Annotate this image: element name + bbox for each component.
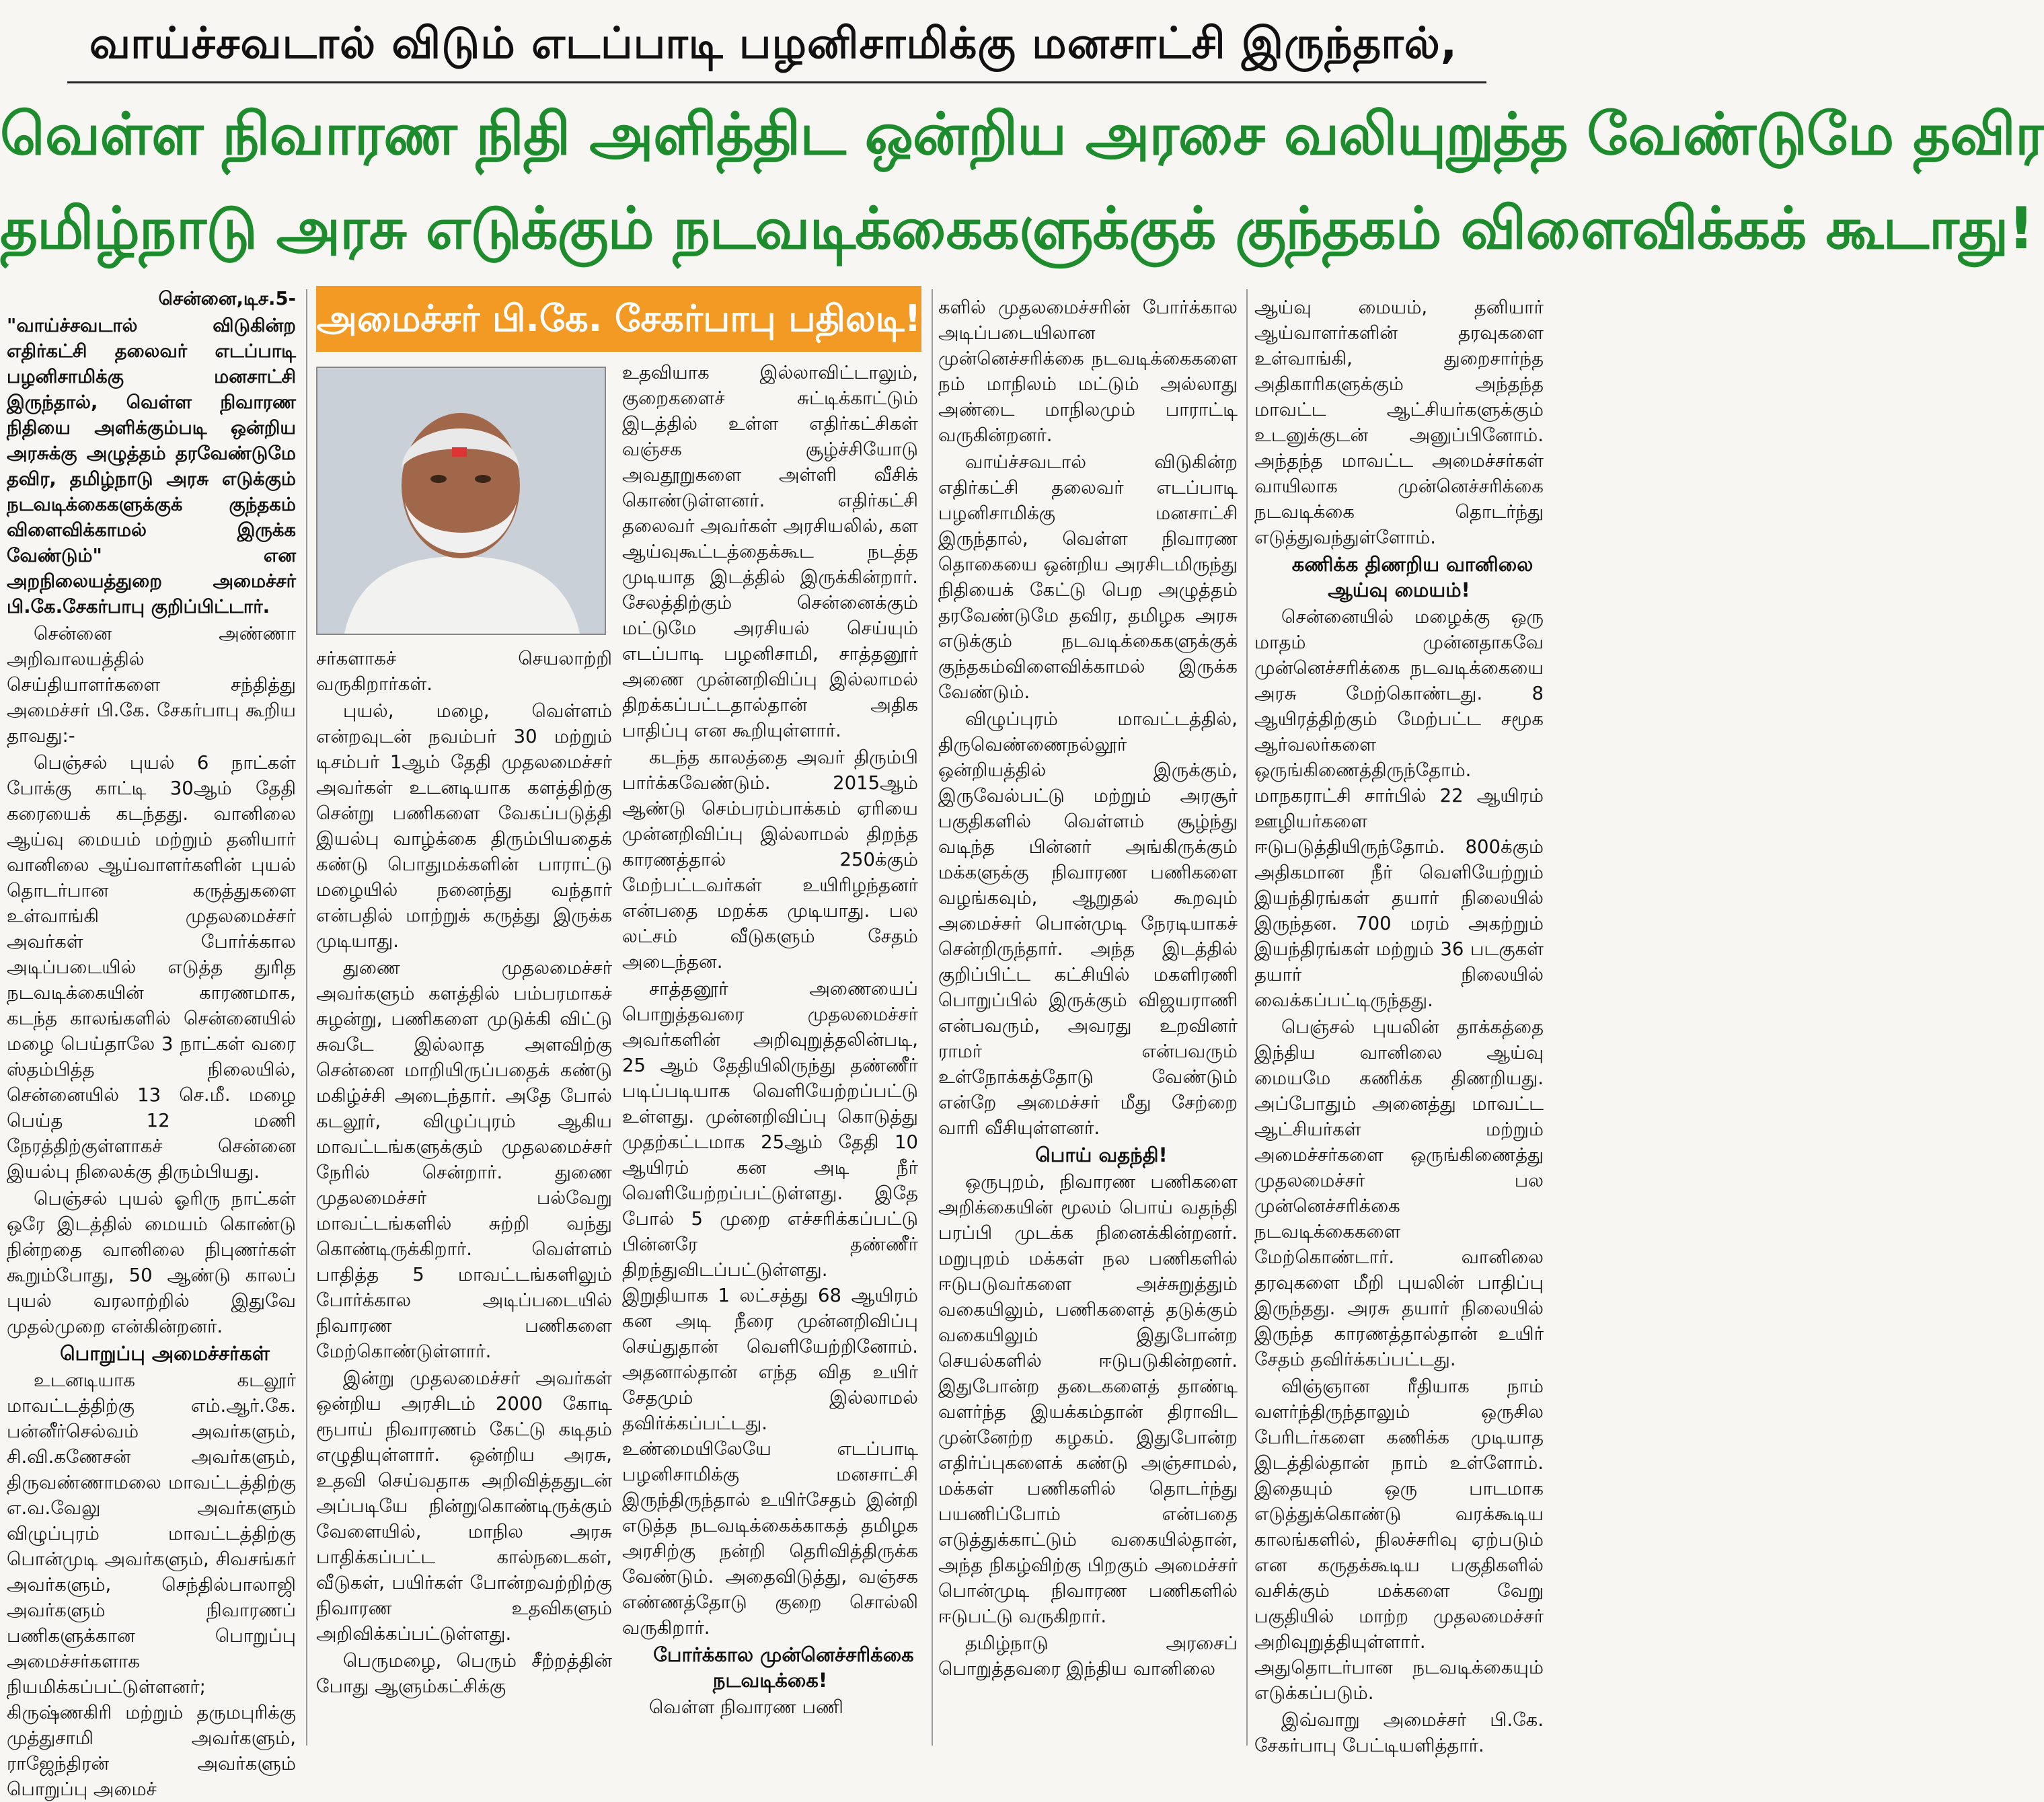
paragraph: விழுப்புரம் மாவட்டத்தில், திருவெண்ணைநல்லூர் ஒன்றியத்தில் இருக்கும், இருவேல்பட்டு மற்றும் அரசூர் பகுதிகளில் வெள்ளம் சூழ்ந்து வடிந்த பின்னர் அங்கிருக்கும் மக்களுக்கு நிவாரண பணிகளை வழங்கவும், ஆறுதல் கூறவும் அமைச்சர் பொன்முடி நேரடியாகச் சென்றிருந்தார். அந்த இடத்தில் குறிப்பிட்ட கட்சியில் மகளிரணி பொறுப்பில் இருக்கும் விஜயராணி என்பவரும், அவரது உறவினர் ராமர் என்பவரும் உள்நோக்கத்தோடு வேண்டும் என்றே அமைச்சர் மீது சேற்றை வாரி வீசியுள்ளனர். bbox=[938, 708, 1238, 1139]
kicker-line: வாய்ச்சவடால் விடும் எடப்பாடி பழனிசாமிக்கு மனசாட்சி இருந்தால், bbox=[89, 19, 1458, 69]
article-column-4 bbox=[1254, 295, 1544, 1754]
paragraph: இன்று முதலமைச்சர் அவர்கள் ஒன்றிய அரசிடம் 2000 கோடி ரூபாய் நிவாரணம் கேட்டு கடிதம் எழுதியுள்ளார். ஒன்றிய அரசு, உதவி செய்வதாக அறிவித்ததுடன் அப்படியே நின்றுகொண்டிருக்கும் வேளையில், மாநில அரசு பாதிக்கப்பட்ட கால்நடைகள், வீடுகள், பயிர்கள் போன்றவற்றிற்கு நிவாரண உதவிகளும் அறிவிக்கப்பட்டுள்ளது. bbox=[316, 1367, 612, 1645]
headline-line-2: தமிழ்நாடு அரசு எடுக்கும் நடவடிக்கைகளுக்குக் குந்தகம் விளைவிக்கக் கூடாது! bbox=[0, 195, 2034, 262]
paragraph: களில் முதலமைச்சரின் போர்க்கால அடிப்படையிலான முன்னெச்சரிக்கை நடவடிக்கைகளை நம் மாநிலம் மட்டும் அல்லாது அண்டை மாநிலமும் பாராட்டி வருகின்றனர். bbox=[938, 297, 1238, 446]
paragraph: சென்னையில் மழைக்கு ஒரு மாதம் முன்னதாகவே முன்னெச்சரிக்கை நடவடிக்கையை அரசு மேற்கொண்டது. 8 ஆயிரத்திற்கும் மேற்பட்ட சமூக ஆர்வலர்களை ஒருங்கிணைத்திருந்தோம். மாநகராட்சி சார்பில் 22 ஆயிரம் ஊழியர்களை ஈடுபடுத்தியிருந்தோம். 800க்கும் அதிகமான நீர் வெளியேற்றும் இயந்திரங்கள் தயார் நிலையில் இருந்தன. 700 மரம் அகற்றும் இயந்திரங்கள் மற்றும் 36 படகுகள் தயார் நிலையில் வைக்கப்பட்டிருந்தது. bbox=[1254, 606, 1544, 1011]
lead-paragraph: "வாய்ச்சவடால் விடுகின்ற எதிர்கட்சி தலைவர் எடப்பாடி பழனிசாமிக்கு மனசாட்சி இருந்தால், வெள்ள நிவாரண நிதியை அளிக்கும்படி ஒன்றிய அரசுக்கு அழுத்தம் தரவேண்டுமே தவிர, தமிழ்நாடு அரசு எடுக்கும் நடவடிக்கைகளுக்குக் குந்தகம் விளைவிக்காமல் இருக்க வேண்டும்" என அறநிலையத்துறை அமைச்சர் பி.கே.சேகர்பாபு குறிப்பிட்டார். bbox=[7, 315, 296, 617]
minister-photo bbox=[316, 367, 606, 635]
paragraph: சென்னை அண்ணா அறிவாலயத்தில் செய்தியாளர்களை சந்தித்து அமைச்சர் பி.கே. சேகர்பாபு கூறிய தாவது:- bbox=[7, 623, 296, 747]
paragraph: ஆய்வு மையம், தனியார் ஆய்வாளர்களின் தரவுகளை உள்வாங்கி, துறைசார்ந்த அதிகாரிகளுக்கும் அந்தந்த மாவட்ட ஆட்சியர்களுக்கும் உடனுக்குடன் அனுப்பினோம். அந்தந்த மாவட்ட அமைச்சர்கள் வாயிலாக முன்னெச்சரிக்கை நடவடிக்கை தொடர்ந்து எடுத்துவந்துள்ளோம். bbox=[1254, 297, 1544, 548]
paragraph: தமிழ்நாடு அரசைப் பொறுத்தவரை இந்திய வானிலை bbox=[938, 1632, 1238, 1680]
column-divider bbox=[306, 289, 307, 1745]
portrait-image bbox=[317, 368, 605, 634]
kicker-rule bbox=[67, 81, 1486, 83]
paragraph: விஞ்ஞான ரீதியாக நாம் வளர்ந்திருந்தாலும் ஒருசில பேரிடர்களை கணிக்க முடியாத இடத்தில்தான் நாம் உள்ளோம். இதையும் ஒரு பாடமாக எடுத்துக்கொண்டு வரக்கூடிய காலங்களில், நிலச்சரிவு ஏற்படும் என கருதக்கூடிய பகுதிகளில் வசிக்கும் மக்களை வேறு பகுதியில் மாற்ற முதலமைச்சர் அறிவுறுத்தியுள்ளார். அதுதொடர்பான நடவடிக்கையும் எடுக்கப்படும். bbox=[1254, 1376, 1544, 1704]
paragraph: புயல், மழை, வெள்ளம் என்றவுடன் நவம்பர் 30 மற்றும் டிசம்பர் 1ஆம் தேதி முதலமைச்சர் அவர்கள் உடனடியாக களத்திற்கு சென்று பணிகளை வேகப்படுத்தி இயல்பு வாழ்க்கை திரும்பியதைக் கண்டு பொதுமக்களின் பாராட்டு மழையில் நனைந்து வந்தார் என்பதில் மாற்றுக் கருத்து இருக்க முடியாது. bbox=[316, 700, 612, 952]
paragraph: பெஞ்சல் புயலின் தாக்கத்தை இந்திய வானிலை ஆய்வு மையமே கணிக்க திணறியது. அப்போதும் அனைத்து மாவட்ட ஆட்சியர்கள் மற்றும் அமைச்சர்களை ஒருங்கிணைத்து முதலமைச்சர் பல முன்னெச்சரிக்கை நடவடிக்கைகளை மேற்கொண்டார். வானிலை தரவுகளை மீறி புயலின் பாதிப்பு இருந்தது. அரசு தயார் நிலையில் இருந்த காரணத்தால்தான் உயிர் சேதம் தவிர்க்கப்பட்டது. bbox=[1254, 1016, 1544, 1370]
paragraph: சர்களாகச் செயலாற்றி வருகிறார்கள். bbox=[316, 648, 612, 695]
paragraph: வாய்ச்சவடால் விடுகின்ற எதிர்கட்சி தலைவர் எடப்பாடி பழனிசாமிக்கு மனசாட்சி இருந்தால், வெள்ள நிவாரண தொகையை ஒன்றிய அரசிடமிருந்து நிதியைக் கேட்டு பெற அழுத்தம் தரவேண்டுமே தவிர, தமிழக அரசு எடுக்கும் நடவடிக்கைகளுக்குக் குந்தகம்விளைவிக்காமல் இருக்க வேண்டும். bbox=[938, 451, 1238, 703]
article-column-3 bbox=[938, 295, 1238, 1754]
paragraph: ஒருபுறம், நிவாரண பணிகளை அறிக்கையின் மூலம் பொய் வதந்தி பரப்பி முடக்க நினைக்கின்றனர். மறுபுறம் மக்கள் நல பணிகளில் ஈடுபடுவர்களை அச்சுறுத்தும் வகையிலும், பணிகளைத் தடுக்கும் வகையிலும் இதுபோன்ற செயல்களில் ஈடுபடுகின்றனர். இதுபோன்ற தடைகளைத் தாண்டி வளர்ந்த இயக்கம்தான் திராவிட முன்னேற்ற கழகம். இதுபோன்ற எதிர்ப்புகளைக் கண்டு அஞ்சாமல், மக்கள் பணிகளில் தொடர்ந்து பயணிப்போம் என்பதை எடுத்துக்காட்டும் வகையில்தான், அந்த நிகழ்விற்கு பிறகும் அமைச்சர் பொன்முடி நிவாரண பணிகளில் ஈடுபட்டு வருகிறார். bbox=[938, 1171, 1238, 1627]
quote-banner: அமைச்சர் பி.கே. சேகர்பாபு பதிலடி! bbox=[316, 286, 921, 352]
article-column-1 bbox=[7, 286, 296, 1800]
paragraph: உடனடியாக கடலூர் மாவட்டத்திற்கு எம்.ஆர்.கே. பன்னீர்செல்வம் அவர்களும், சி.வி.கணேசன் அவர்களும், திருவண்ணாமலை மாவட்டத்திற்கு எ.வ.வேலு அவர்களும் விழுப்புரம் மாவட்டத்திற்கு பொன்முடி அவர்களும், சிவசங்கர் அவர்களும், செந்தில்பாலாஜி அவர்களும் நிவாரணப் பணிகளுக்கான பொறுப்பு அமைச்சர்களாக நியமிக்கப்பட்டுள்ளனர்; கிருஷ்ணகிரி மற்றும் தருமபுரிக்கு முத்துசாமி அவர்களும், ராஜேந்திரன் அவர்களும் பொறுப்பு அமைச் bbox=[7, 1369, 296, 1800]
column-2b bbox=[622, 360, 918, 1745]
subheading: பொய் வதந்தி! bbox=[1035, 1143, 1168, 1166]
headline-line-1: வெள்ள நிவாரண நிதி அளித்திட ஒன்றிய அரசை வலியுறுத்த வேண்டுமே தவிர bbox=[0, 101, 2044, 168]
paragraph: வெள்ள நிவாரண பணி bbox=[649, 1696, 843, 1718]
column-divider bbox=[1246, 289, 1248, 1745]
subheading: போர்க்கால முன்னெச்சரிக்கை நடவடிக்கை! bbox=[653, 1643, 914, 1692]
paragraph: பெஞ்சல் புயல் 6 நாட்கள் போக்கு காட்டி 30ஆம் தேதி கரையைக் கடந்தது. வானிலை ஆய்வு மையம் மற்றும் தனியார் வானிலை ஆய்வாளர்களின் புயல் தொடர்பான கருத்துகளை உள்வாங்கி முதலமைச்சர் அவர்கள் போர்க்கால அடிப்படையில் எடுத்த துரித நடவடிக்கையின் காரணமாக, கடந்த காலங்களில் சென்னையில் மழை பெய்தாலே 3 நாட்கள் வரை ஸ்தம்பித்த நிலையில், சென்னையில் 13 செ.மீ. மழை பெய்த 12 மணி நேரத்திற்குள்ளாகச் சென்னை இயல்பு நிலைக்கு திரும்பியது. bbox=[7, 752, 296, 1182]
paragraph: துணை முதலமைச்சர் அவர்களும் களத்தில் பம்பரமாகச் சுழன்று, பணிகளை முடுக்கி விட்டு சுவடே இல்லாத அளவிற்கு சென்னை மாறியிருப்பதைக் கண்டு மகிழ்ச்சி அடைந்தார். அதே போல் கடலூர், விழுப்புரம் ஆகிய மாவட்டங்களுக்கும் முதலமைச்சர் நேரில் சென்றார். துணை முதலமைச்சர் பல்வேறு மாவட்டங்களில் சுற்றி வந்து கொண்டிருக்கிறார். வெள்ளம் பாதித்த 5 மாவட்டங்களிலும் போர்க்கால அடிப்படையில் நிவாரண பணிகளை மேற்கொண்டுள்ளார். bbox=[316, 957, 612, 1362]
column-2a bbox=[316, 646, 612, 1745]
paragraph: இவ்வாறு அமைச்சர் பி.கே. சேகர்பாபு பேட்டியளித்தார். bbox=[1254, 1709, 1544, 1756]
paragraph: பெஞ்சல் புயல் ஓரிரு நாட்கள் ஒரே இடத்தில் மையம் கொண்டு நின்றதை வானிலை நிபுணர்கள் கூறும்போது, 50 ஆண்டு காலப் புயல் வரலாற்றில் இதுவே முதல்முறை என்கின்றனர். bbox=[7, 1188, 296, 1337]
column-divider bbox=[932, 289, 933, 1745]
subheading: பொறுப்பு அமைச்சர்கள் bbox=[60, 1342, 270, 1365]
paragraph: கடந்த காலத்தை அவர் திரும்பி பார்க்கவேண்டும். 2015ஆம் ஆண்டு செம்பரம்பாக்கம் ஏரியை முன்னறிவிப்பு இல்லாமல் திறந்த காரணத்தால் 250க்கும் மேற்பட்டவர்கள் உயிரிழந்தனர் என்பதை மறக்க முடியாது. பல லட்சம் வீடுகளும் சேதம் அடைந்தன. bbox=[622, 747, 918, 973]
article-column-2 bbox=[316, 286, 921, 1745]
paragraph: பெருமழை, பெரும் சீற்றத்தின் போது ஆளும்கட்சிக்கு bbox=[316, 1650, 612, 1697]
dateline: சென்னை,டிச.5- bbox=[158, 288, 296, 309]
paragraph: உதவியாக இல்லாவிட்டாலும், குறைகளைச் சுட்டிக்காட்டும் இடத்தில் உள்ள எதிர்கட்சிகள் வஞ்சக சூழ்ச்சியோடு அவதூறுகளை அள்ளி வீசிக் கொண்டுள்ளனர். எதிர்கட்சி தலைவர் அவர்கள் அரசியலில், கள ஆய்வுகூட்டத்தைக்கூட நடத்த முடியாத இடத்தில் இருக்கின்றார். சேலத்திற்கும் சென்னைக்கும் மட்டுமே அரசியல் செய்யும் எடப்பாடி பழனிசாமி, சாத்தனூர் அணை முன்னறிவிப்பு இல்லாமல் திறக்கப்பட்டதால்தான் அதிக பாதிப்பு என கூறியுள்ளார். bbox=[622, 362, 918, 741]
paragraph: சாத்தனூர் அணையைப் பொறுத்தவரை முதலமைச்சர் அவர்களின் அறிவுறுத்தலின்படி, 25 ஆம் தேதியிலிருந்து தண்ணீர் படிப்படியாக வெளியேற்றப்பட்டு உள்ளது. முன்னறிவிப்பு கொடுத்து முதற்கட்டமாக 25ஆம் தேதி 10 ஆயிரம் கன அடி நீர் வெளியேற்றப்பட்டுள்ளது. இதே போல் 5 முறை எச்சரிக்கப்பட்டு பின்னரே தண்ணீர் திறந்துவிடப்பட்டுள்ளது. இறுதியாக 1 லட்சத்து 68 ஆயிரம் கன அடி நீரை முன்னறிவிப்பு செய்துதான் வெளியேற்றினோம். அதனால்தான் எந்த வித உயிர் சேதமும் இல்லாமல் தவிர்க்கப்பட்டது. உண்மையிலேயே எடப்பாடி பழனிசாமிக்கு மனசாட்சி இருந்திருந்தால் உயிர்சேதம் இன்றி எடுத்த நடவடிக்கைக்காகத் தமிழக அரசிற்கு நன்றி தெரிவித்திருக்க வேண்டும். அதைவிடுத்து, வஞ்சக எண்ணத்தோடு குறை சொல்லி வருகிறார். bbox=[622, 978, 918, 1639]
subheading: கணிக்க திணறிய வானிலை ஆய்வு மையம்! bbox=[1291, 553, 1534, 601]
